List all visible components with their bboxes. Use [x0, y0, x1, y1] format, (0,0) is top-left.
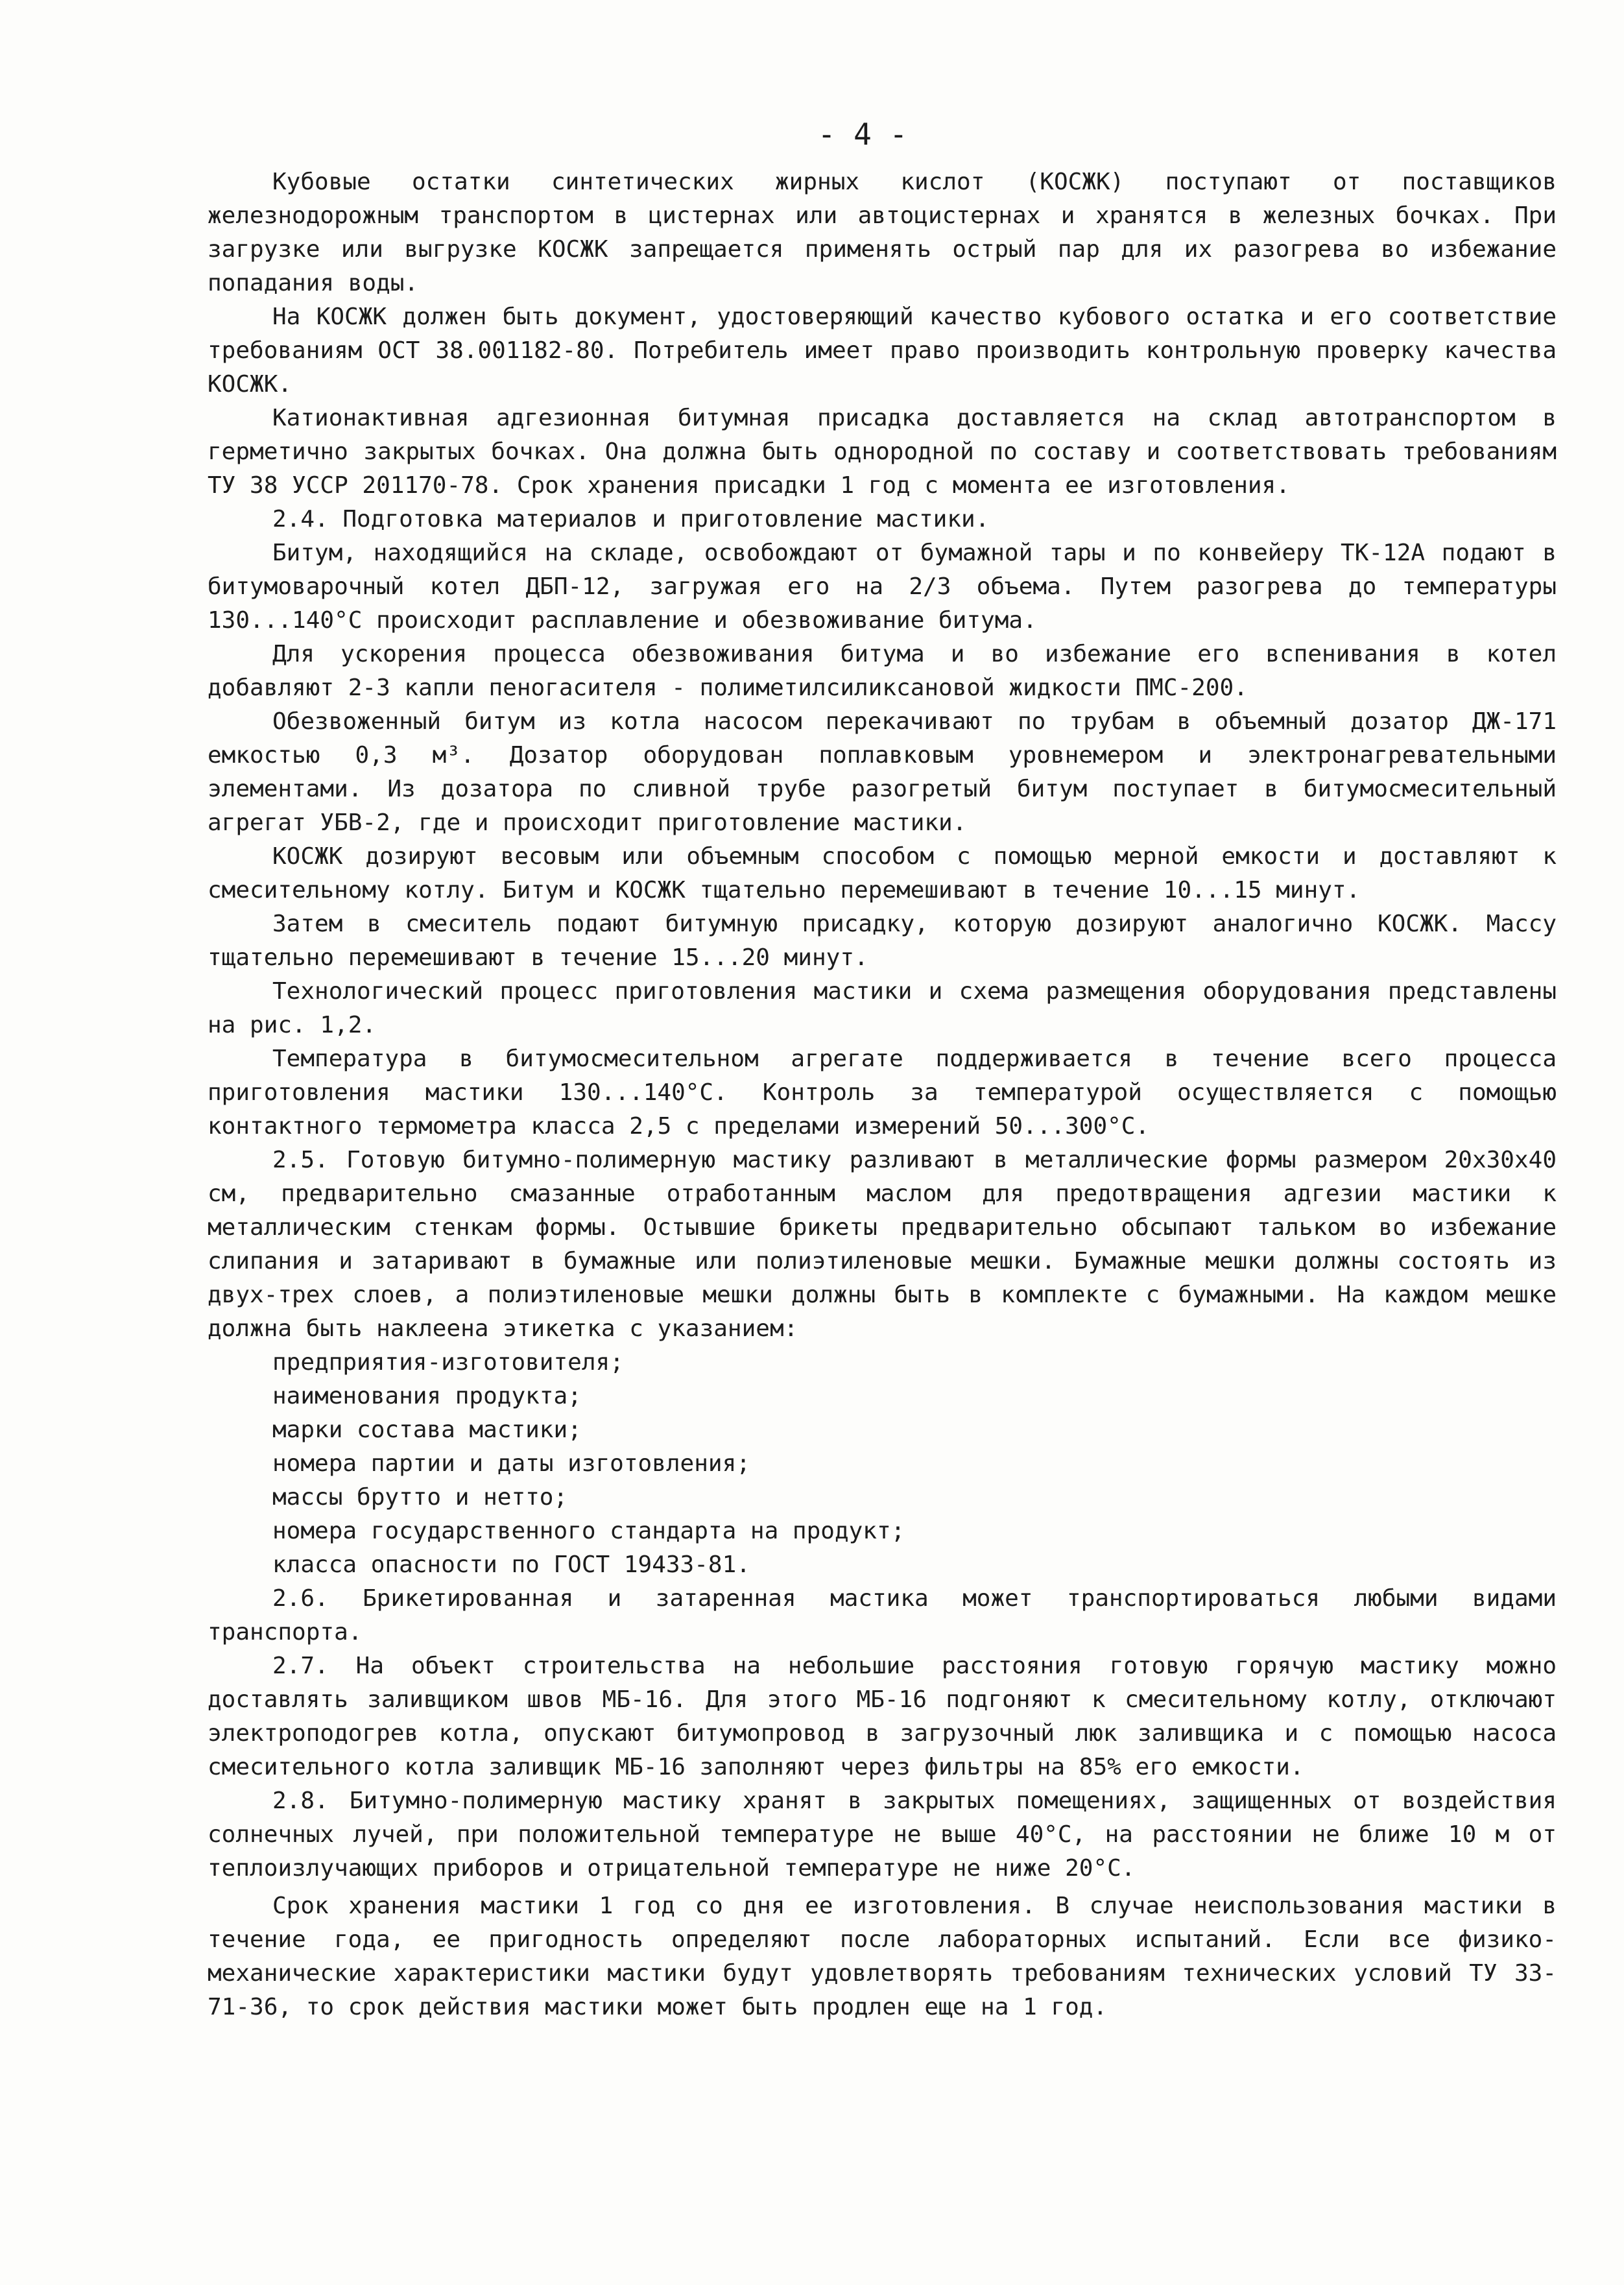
paragraph: 2.5. Готовую битумно-полимерную мастику разливают в металлические формы размером 20х30х40 см, предварительно смазанные отработанным маслом для предотвращения адгезии мастики к металлическим стенкам формы. Остывшие брикеты предварительно обсыпают тальком во избежание слипания и затаривают в бумажные или полиэтиленовые мешки. Бумажные мешки должны состоять из двух-трех слоев, а полиэтиленовые мешки должны быть в комплекте с бумажными. На каждом мешке должна быть наклеена этикетка с указанием:: [208, 1147, 1557, 1342]
list-item: массы брутто и нетто;: [272, 1484, 568, 1511]
section-heading: 2.4. Подготовка материалов и приготовление мастики.: [272, 506, 990, 532]
paragraph: Затем в смеситель подают битумную присадку, которую дозируют аналогично КОСЖК. Массу тщательно перемешивают в течение 15...20 минут.: [208, 911, 1557, 971]
paragraph: Кубовые остатки синтетических жирных кислот (КОСЖК) поступают от поставщиков железнодорожным транспортом в цистернах или автоцистернах и хранятся в железных бочках. При загрузке или выгрузке КОСЖК запрещается применять острый пар для их разогрева во избежание попадания воды.: [208, 169, 1557, 296]
paragraph: На КОСЖК должен быть документ, удостоверяющий качество кубового остатка и его соответствие требованиям ОСТ 38.001182-80. Потребитель имеет право производить контрольную проверку качества КОСЖК.: [208, 304, 1557, 398]
document-body: [208, 165, 1557, 2024]
paragraph: Обезвоженный битум из котла насосом перекачивают по трубам в объемный дозатор ДЖ-171 емкостью 0,3 м³. Дозатор оборудован поплавковым уровнемером и электронагревательными элементами. Из дозатора по сливной трубе разогретый битум поступает в битумосмесительный агрегат УБВ-2, где и происходит приготовление мастики.: [208, 708, 1557, 836]
paragraph: 2.6. Брикетированная и затаренная мастика может транспортироваться любыми видами транспорта.: [208, 1585, 1557, 1645]
paragraph: Битум, находящийся на складе, освобождают от бумажной тары и по конвейеру ТК-12А подают в битумоварочный котел ДБП-12, загружая его на 2/3 объема. Путем разогрева до температуры 130...140°С происходит расплавление и обезвоживание битума.: [208, 540, 1557, 634]
paragraph: 2.7. На объект строительства на небольшие расстояния готовую горячую мастику можно доставлять заливщиком швов МБ-16. Для этого МБ-16 подгоняют к смесительному котлу, отключают электроподогрев котла, опускают битумопровод в загрузочный люк заливщика и с помощью насоса смесительного котла заливщик МБ-16 заполняют через фильтры на 85% его емкости.: [208, 1653, 1557, 1780]
paragraph: КОСЖК дозируют весовым или объемным способом с помощью мерной емкости и доставляют к смесительному котлу. Битум и КОСЖК тщательно перемешивают в течение 10...15 минут.: [208, 843, 1557, 903]
list-item: номера государственного стандарта на продукт;: [272, 1518, 905, 1544]
paragraph: Технологический процесс приготовления мастики и схема размещения оборудования представлены на рис. 1,2.: [208, 978, 1557, 1038]
list-item: класса опасности по ГОСТ 19433-81.: [272, 1551, 750, 1578]
list-item: марки состава мастики;: [272, 1417, 582, 1443]
paragraph: 2.8. Битумно-полимерную мастику хранят в закрытых помещениях, защищенных от воздействия солнечных лучей, при положительной температуре не выше 40°С, на расстоянии не ближе 10 м от теплоизлучающих приборов и отрицательной температуре не ниже 20°С.: [208, 1788, 1557, 1882]
paragraph: Температура в битумосмесительном агрегате поддерживается в течение всего процесса приготовления мастики 130...140°С. Контроль за температурой осуществляется с помощью контактного термометра класса 2,5 с пределами измерений 50...300°С.: [208, 1046, 1557, 1140]
list-item: номера партии и даты изготовления;: [272, 1450, 750, 1477]
paragraph: Срок хранения мастики 1 год со дня ее изготовления. В случае неиспользования мастики в течение года, ее пригодность определяют после лабораторных испытаний. Если все физико-механические характеристики мастики будут удовлетворять требованиям технических условий ТУ 33-71-36, то срок действия мастики может быть продлен еще на 1 год.: [208, 1893, 1557, 2020]
list-item: наименования продукта;: [272, 1383, 582, 1409]
list-item: предприятия-изготовителя;: [272, 1349, 624, 1376]
paragraph: Для ускорения процесса обезвоживания битума и во избежание его вспенивания в котел добавляют 2-3 капли пеногасителя - полиметилсиликсановой жидкости ПМС-200.: [208, 641, 1557, 701]
page-number: - 4 -: [817, 117, 908, 152]
paragraph: Катионактивная адгезионная битумная присадка доставляется на склад автотранспортом в герметично закрытых бочках. Она должна быть однородной по составу и соответствовать требованиям ТУ 38 УССР 201170-78. Срок хранения присадки 1 год с момента ее изготовления.: [208, 405, 1557, 499]
